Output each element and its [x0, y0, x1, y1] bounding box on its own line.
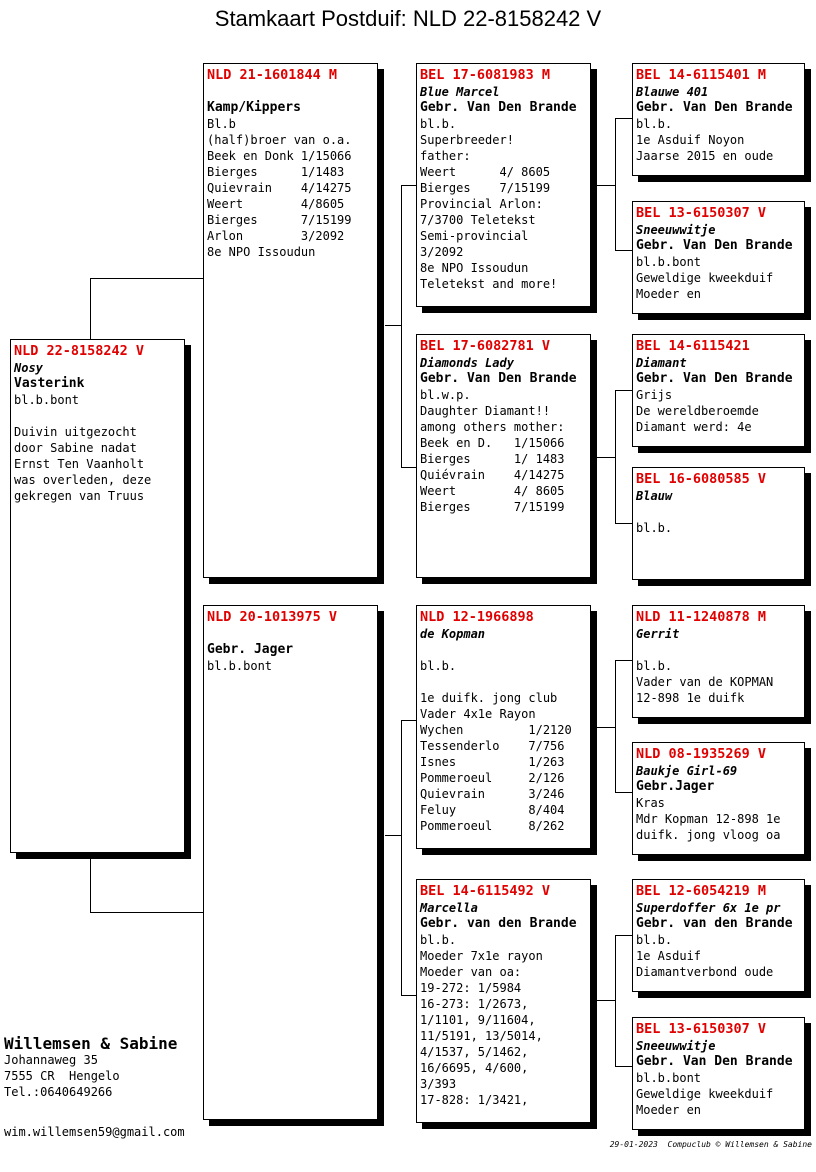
detail-line: Feluy 8/404: [420, 803, 565, 817]
pigeon-details: [636, 658, 801, 706]
detail-line: 3/2092: [420, 245, 464, 259]
detail-line: Moeder en: [636, 1103, 702, 1117]
detail-line: 3/393: [420, 1077, 457, 1091]
pigeon-card-p14[interactable]: [632, 1017, 805, 1130]
detail-line: door Sabine nadat: [14, 441, 137, 455]
detail-line: Tessenderlo 7/756: [420, 739, 565, 753]
breeder-name: [420, 642, 587, 658]
ring-number: BEL 17-6081983 M: [420, 67, 551, 83]
detail-line: 19-272: 1/5984: [420, 981, 522, 995]
detail-line: Bierges 1/ 1483: [420, 452, 565, 466]
pigeon-details: [420, 387, 587, 515]
detail-line: Moeder 7x1e rayon: [420, 949, 543, 963]
detail-line: Duivin uitgezocht: [14, 425, 137, 439]
detail-line: (half)broer van o.a.: [207, 133, 352, 147]
pigeon-details: [636, 254, 801, 302]
breeder-name: Vasterink: [14, 376, 85, 391]
detail-line: Daughter Diamant!!: [420, 404, 551, 418]
pigeon-name: Baukje Girl-69: [636, 764, 738, 778]
detail-line: Ernst Ten Vaanholt: [14, 457, 145, 471]
ring-number: BEL 14-6115421: [636, 338, 750, 354]
pigeon-details: [636, 1070, 801, 1118]
detail-line: Bierges 1/1483: [207, 165, 345, 179]
detail-line: Kras: [636, 796, 665, 810]
ring-number: BEL 12-6054219 M: [636, 883, 767, 899]
detail-line: Semi-provincial: [420, 229, 529, 243]
owner-block: [4, 1036, 177, 1100]
detail-line: Mdr Kopman 12-898 1e: [636, 812, 781, 826]
detail-line: 12-898 1e duifk: [636, 691, 745, 705]
ring-number: BEL 13-6150307 V: [636, 1021, 767, 1037]
pigeon-details: [207, 658, 374, 674]
detail-line: Geweldige kweekduif: [636, 271, 774, 285]
ring-number: BEL 16-6080585 V: [636, 471, 767, 487]
detail-line: Beek en D. 1/15066: [420, 436, 565, 450]
pigeon-card-p6[interactable]: [416, 879, 591, 1123]
detail-line: Pommeroeul 2/126: [420, 771, 565, 785]
pigeon-details: [420, 658, 587, 834]
ring-number: BEL 13-6150307 V: [636, 205, 767, 221]
detail-line: Geweldige kweekduif: [636, 1087, 774, 1101]
detail-line: was overleden, deze: [14, 473, 152, 487]
detail-line: Vader 4x1e Rayon: [420, 707, 536, 721]
pigeon-name: Marcella: [420, 901, 478, 915]
detail-line: 8e NPO Issoudun: [420, 261, 529, 275]
detail-line: among others mother:: [420, 420, 565, 434]
pigeon-name: Diamant: [636, 356, 687, 370]
breeder-name: Gebr. Van Den Brande: [420, 371, 577, 386]
detail-line: bl.b.: [636, 933, 673, 947]
pigeon-details: [636, 932, 801, 980]
detail-line: Bl.b: [207, 117, 236, 131]
detail-line: bl.w.p.: [420, 388, 471, 402]
detail-line: 7/3700 Teletekst: [420, 213, 536, 227]
pigeon-card-p13[interactable]: [632, 879, 805, 992]
detail-line: bl.b.bont: [636, 1071, 702, 1085]
detail-line: Wychen 1/2120: [420, 723, 572, 737]
detail-line: father:: [420, 149, 471, 163]
pigeon-card-p2[interactable]: [203, 605, 378, 1120]
pigeon-card-p4[interactable]: [416, 334, 591, 578]
pigeon-details: [14, 392, 181, 504]
pigeon-name: [207, 84, 374, 100]
detail-line: bl.b.: [636, 117, 673, 131]
footer-credit: 29-01-2023 Compuclub © Willemsen & Sabine: [609, 1140, 812, 1149]
pigeon-name: Blauw: [636, 489, 673, 503]
detail-line: 1e duifk. jong club: [420, 691, 558, 705]
pigeon-name: Superdoffer 6x 1e pr: [636, 901, 781, 915]
detail-line: bl.b.: [636, 521, 673, 535]
detail-line: bl.b.: [420, 117, 457, 131]
detail-line: 1e Asduif Noyon: [636, 133, 745, 147]
breeder-name: Gebr. Van Den Brande: [636, 371, 793, 386]
detail-line: Grijs: [636, 388, 673, 402]
pigeon-details: [420, 932, 587, 1108]
pigeon-card-p0[interactable]: [10, 339, 185, 853]
detail-line: Quievrain 4/14275: [207, 181, 352, 195]
detail-line: Moeder van oa:: [420, 965, 522, 979]
pigeon-name: Blue Marcel: [420, 85, 500, 99]
detail-line: [14, 408, 181, 424]
ring-number: NLD 20-1013975 V: [207, 609, 338, 625]
detail-line: Vader van de KOPMAN: [636, 675, 774, 689]
detail-line: Arlon 3/2092: [207, 229, 345, 243]
detail-line: Provincial Arlon:: [420, 197, 543, 211]
pigeon-name: Gerrit: [636, 627, 680, 641]
breeder-name: Gebr. Jager: [207, 642, 294, 657]
detail-line: Weert 4/8605: [207, 197, 345, 211]
breeder-name: [636, 504, 801, 520]
page-title: Stamkaart Postduif: NLD 22-8158242 V: [214, 6, 602, 31]
detail-line: 17-828: 1/3421,: [420, 1093, 529, 1107]
owner-phone: Tel.:0640649266: [4, 1085, 113, 1099]
detail-line: Beek en Donk 1/15066: [207, 149, 352, 163]
owner-address: Johannaweg 35: [4, 1053, 98, 1067]
ring-number: NLD 11-1240878 M: [636, 609, 767, 625]
pigeon-details: [636, 520, 801, 536]
owner-email[interactable]: wim.willemsen59@gmail.com: [4, 1125, 185, 1139]
detail-line: [420, 674, 587, 690]
detail-line: bl.b.: [420, 659, 457, 673]
breeder-name: Kamp/Kippers: [207, 100, 301, 115]
breeder-name: Gebr. Van Den Brande: [636, 100, 793, 115]
pigeon-card-p5[interactable]: [416, 605, 591, 849]
detail-line: bl.b.bont: [636, 255, 702, 269]
detail-line: Moeder en: [636, 287, 702, 301]
pigeon-name: Diamonds Lady: [420, 356, 514, 370]
detail-line: bl.b.: [420, 933, 457, 947]
detail-line: Quievrain 3/246: [420, 787, 565, 801]
detail-line: bl.b.bont: [207, 659, 273, 673]
detail-line: Diamantverbond oude: [636, 965, 774, 979]
detail-line: 1e Asduif: [636, 949, 702, 963]
ring-number: BEL 14-6115492 V: [420, 883, 551, 899]
detail-line: Teletekst and more!: [420, 277, 558, 291]
detail-line: 4/1537, 5/1462,: [420, 1045, 529, 1059]
detail-line: 16/6695, 4/600,: [420, 1061, 529, 1075]
owner-city: 7555 CR Hengelo: [4, 1069, 120, 1083]
detail-line: Pommeroeul 8/262: [420, 819, 565, 833]
detail-line: Weert 4/ 8605: [420, 165, 551, 179]
pigeon-details: [636, 387, 801, 435]
ring-number: NLD 12-1966898: [420, 609, 534, 625]
pigeon-card-p7[interactable]: [632, 63, 805, 176]
owner-name: Willemsen & Sabine: [4, 1034, 178, 1053]
ring-number: NLD 21-1601844 M: [207, 67, 338, 83]
pigeon-name: Nosy: [14, 361, 43, 375]
detail-line: Diamant werd: 4e: [636, 420, 752, 434]
detail-line: 16-273: 1/2673,: [420, 997, 529, 1011]
detail-line: Isnes 1/263: [420, 755, 565, 769]
pigeon-card-p1[interactable]: [203, 63, 378, 578]
detail-line: 11/5191, 13/5014,: [420, 1029, 543, 1043]
detail-line: De wereldberoemde: [636, 404, 759, 418]
detail-line: Bierges 7/15199: [420, 500, 565, 514]
detail-line: Weert 4/ 8605: [420, 484, 565, 498]
pigeon-card-p8[interactable]: [632, 201, 805, 314]
pigeon-card-p10[interactable]: [632, 467, 805, 580]
detail-line: Bierges 7/15199: [420, 181, 551, 195]
pigeon-name: [207, 626, 374, 642]
ring-number: BEL 17-6082781 V: [420, 338, 551, 354]
breeder-name: Gebr. Van Den Brande: [636, 238, 793, 253]
pigeon-details: [207, 116, 374, 260]
detail-line: Quiévrain 4/14275: [420, 468, 565, 482]
detail-line: bl.b.bont: [14, 393, 80, 407]
ring-number: BEL 14-6115401 M: [636, 67, 767, 83]
ring-number: NLD 08-1935269 V: [636, 746, 767, 762]
detail-line: Bierges 7/15199: [207, 213, 352, 227]
breeder-name: Gebr. Van Den Brande: [636, 1054, 793, 1069]
detail-line: 1/1101, 9/11604,: [420, 1013, 536, 1027]
detail-line: Jaarse 2015 en oude: [636, 149, 774, 163]
pigeon-details: [420, 116, 587, 292]
pigeon-name: Blauwe 401: [636, 85, 709, 99]
breeder-name: [636, 642, 801, 658]
pigeon-card-p3[interactable]: [416, 63, 591, 307]
pigeon-name: Sneeuwwitje: [636, 223, 716, 237]
detail-line: 8e NPO Issoudun: [207, 245, 316, 259]
breeder-name: Gebr. van den Brande: [420, 916, 577, 931]
breeder-name: Gebr. van den Brande: [636, 916, 793, 931]
pigeon-name: de Kopman: [420, 627, 486, 641]
pigeon-card-p12[interactable]: [632, 742, 805, 855]
detail-line: bl.b.: [636, 659, 673, 673]
pigeon-card-p11[interactable]: [632, 605, 805, 718]
pigeon-name: Sneeuwwitje: [636, 1039, 716, 1053]
detail-line: gekregen van Truus: [14, 489, 145, 503]
ring-number: NLD 22-8158242 V: [14, 343, 145, 359]
pigeon-card-p9[interactable]: [632, 334, 805, 447]
pigeon-details: [636, 116, 801, 164]
pigeon-details: [636, 795, 801, 843]
breeder-name: Gebr. Van Den Brande: [420, 100, 577, 115]
detail-line: Superbreeder!: [420, 133, 514, 147]
breeder-name: Gebr.Jager: [636, 779, 715, 794]
detail-line: duifk. jong vloog oa: [636, 828, 781, 842]
